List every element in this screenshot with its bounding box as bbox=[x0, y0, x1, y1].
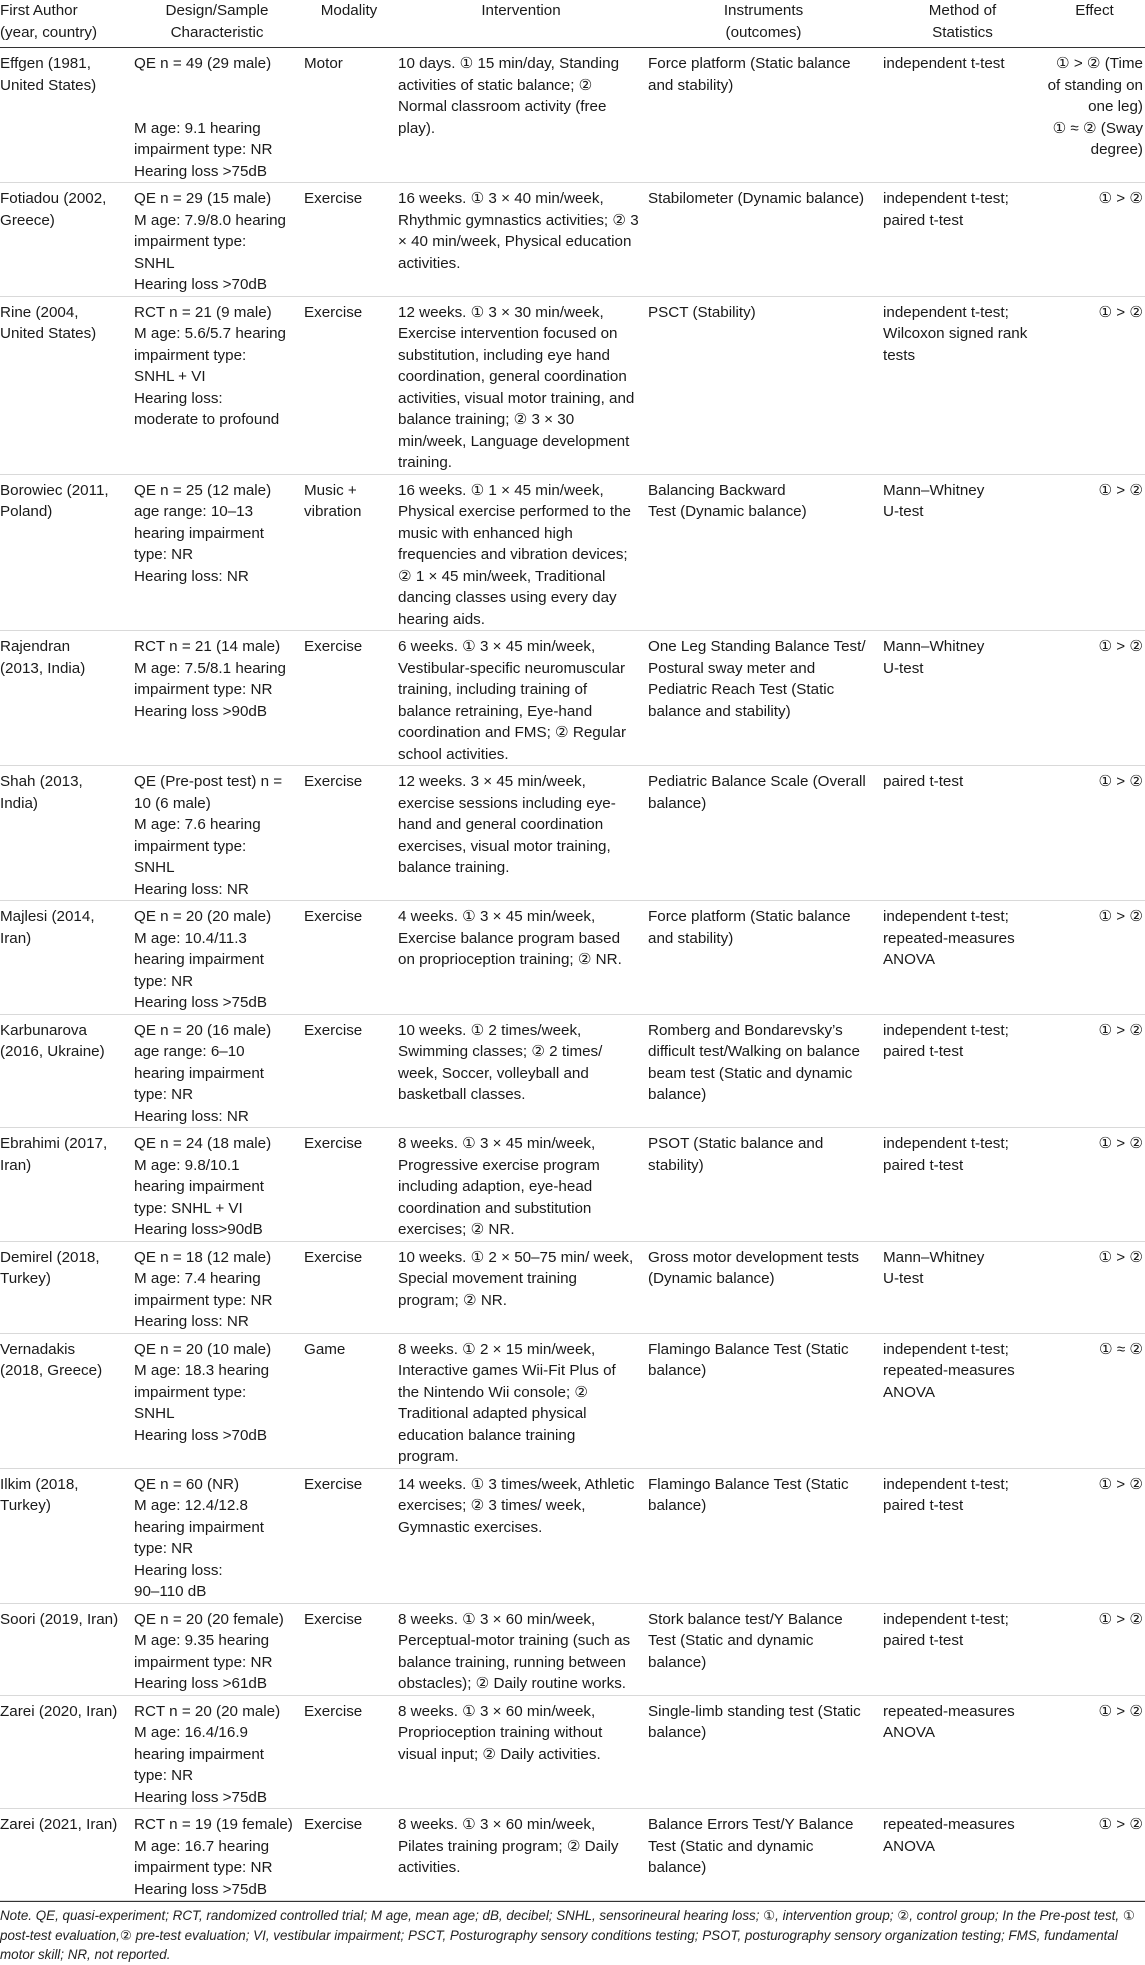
cell-author: Soori (2019, Iran) bbox=[0, 1603, 132, 1695]
cell-instruments: Balancing Backward Test (Dynamic balance) bbox=[646, 474, 881, 631]
table-row bbox=[0, 1695, 1145, 1809]
cell-intervention: 10 weeks. ① 2 times/week, Swimming classes; ② 2 times/ week, Soccer, volleyball and basketball classes. bbox=[396, 1014, 646, 1128]
cell-instruments: Force platform (Static balance and stability) bbox=[646, 901, 881, 1015]
cell-effect: ① > ② bbox=[1044, 474, 1145, 631]
cell-instruments: Force platform (Static balance and stability) bbox=[646, 48, 881, 183]
table-row bbox=[0, 1809, 1145, 1901]
header-row bbox=[0, 0, 1145, 48]
header-stats: Method of Statistics bbox=[881, 0, 1044, 48]
cell-effect: ① > ② bbox=[1044, 766, 1145, 901]
cell-author: Rine (2004, United States) bbox=[0, 296, 132, 474]
cell-instruments: PSOT (Static balance and stability) bbox=[646, 1128, 881, 1242]
cell-author: Ilkim (2018, Turkey) bbox=[0, 1468, 132, 1603]
cell-author: Borowiec (2011, Poland) bbox=[0, 474, 132, 631]
table-row bbox=[0, 296, 1145, 474]
cell-design: QE n = 20 (20 female) M age: 9.35 hearing impairment type: NR Hearing loss >61dB bbox=[132, 1603, 302, 1695]
cell-design: QE n = 20 (20 male) M age: 10.4/11.3 hearing impairment type: NR Hearing loss >75dB bbox=[132, 901, 302, 1015]
cell-effect: ① > ② bbox=[1044, 1809, 1145, 1901]
cell-stats: Mann–Whitney U-test bbox=[881, 631, 1044, 766]
cell-author: Effgen (1981, United States) bbox=[0, 48, 132, 183]
cell-stats: repeated-measures ANOVA bbox=[881, 1809, 1044, 1901]
cell-intervention: 8 weeks. ① 3 × 60 min/week, Proprioception training without visual input; ② Daily activities. bbox=[396, 1695, 646, 1809]
cell-effect: ① > ② bbox=[1044, 296, 1145, 474]
cell-author: Demirel (2018, Turkey) bbox=[0, 1241, 132, 1333]
cell-effect: ① > ② bbox=[1044, 1014, 1145, 1128]
cell-instruments: Gross motor development tests (Dynamic balance) bbox=[646, 1241, 881, 1333]
table-note: Note. QE, quasi-experiment; RCT, randomized controlled trial; M age, mean age; dB, decibel; SNHL, sensorineural hearing loss; ①, intervention group; ②, control group; In the Pre-post test, ① post-test evaluation,② pre-test evaluation; VI, vestibular impairment; PSCT, Posturography sensory conditions testing; PSOT, posturography sensory organization testing; FMS, fundamental motor skill; NR, not reported. bbox=[0, 1901, 1145, 1965]
cell-instruments: PSCT (Stability) bbox=[646, 296, 881, 474]
table-row bbox=[0, 1603, 1145, 1695]
cell-author: Majlesi (2014, Iran) bbox=[0, 901, 132, 1015]
cell-effect: ① > ② bbox=[1044, 1603, 1145, 1695]
table-row bbox=[0, 474, 1145, 631]
cell-instruments: Flamingo Balance Test (Static balance) bbox=[646, 1468, 881, 1603]
cell-design: QE n = 60 (NR) M age: 12.4/12.8 hearing impairment type: NR Hearing loss: 90–110 dB bbox=[132, 1468, 302, 1603]
cell-modality: Exercise bbox=[302, 1241, 396, 1333]
cell-intervention: 10 weeks. ① 2 × 50–75 min/ week, Special movement training program; ② NR. bbox=[396, 1241, 646, 1333]
table-row bbox=[0, 1128, 1145, 1242]
cell-instruments: Single-limb standing test (Static balance) bbox=[646, 1695, 881, 1809]
cell-intervention: 8 weeks. ① 2 × 15 min/week, Interactive games Wii-Fit Plus of the Nintendo Wii console; ② Traditional adapted physical education balance training program. bbox=[396, 1333, 646, 1468]
cell-modality: Exercise bbox=[302, 1809, 396, 1901]
cell-effect: ① ≈ ② bbox=[1044, 1333, 1145, 1468]
cell-modality: Motor bbox=[302, 48, 396, 183]
table-row bbox=[0, 48, 1145, 183]
cell-modality: Exercise bbox=[302, 766, 396, 901]
cell-stats: independent t-test; paired t-test bbox=[881, 1603, 1044, 1695]
cell-design: QE (Pre-post test) n = 10 (6 male) M age: 7.6 hearing impairment type: SNHL Hearing loss: NR bbox=[132, 766, 302, 901]
cell-effect: ① > ② bbox=[1044, 1128, 1145, 1242]
cell-instruments: Flamingo Balance Test (Static balance) bbox=[646, 1333, 881, 1468]
cell-intervention: 8 weeks. ① 3 × 60 min/week, Pilates training program; ② Daily activities. bbox=[396, 1809, 646, 1901]
cell-design: QE n = 20 (10 male) M age: 18.3 hearing impairment type: SNHL Hearing loss >70dB bbox=[132, 1333, 302, 1468]
cell-design: QE n = 18 (12 male) M age: 7.4 hearing impairment type: NR Hearing loss: NR bbox=[132, 1241, 302, 1333]
cell-instruments: Stork balance test/Y Balance Test (Static and dynamic balance) bbox=[646, 1603, 881, 1695]
cell-effect: ① > ② bbox=[1044, 1695, 1145, 1809]
table-row bbox=[0, 631, 1145, 766]
cell-stats: independent t-test bbox=[881, 48, 1044, 183]
cell-stats: independent t-test; paired t-test bbox=[881, 1014, 1044, 1128]
cell-design: RCT n = 21 (9 male) M age: 5.6/5.7 hearing impairment type: SNHL + VI Hearing loss: moderate to profound bbox=[132, 296, 302, 474]
cell-modality: Exercise bbox=[302, 631, 396, 766]
cell-design: RCT n = 19 (19 female) M age: 16.7 hearing impairment type: NR Hearing loss >75dB bbox=[132, 1809, 302, 1901]
cell-modality: Exercise bbox=[302, 901, 396, 1015]
cell-instruments: Pediatric Balance Scale (Overall balance) bbox=[646, 766, 881, 901]
cell-design: QE n = 25 (12 male) age range: 10–13 hearing impairment type: NR Hearing loss: NR bbox=[132, 474, 302, 631]
cell-modality: Exercise bbox=[302, 1128, 396, 1242]
cell-design: QE n = 20 (16 male) age range: 6–10 hearing impairment type: NR Hearing loss: NR bbox=[132, 1014, 302, 1128]
cell-author: Fotiadou (2002, Greece) bbox=[0, 183, 132, 297]
cell-intervention: 4 weeks. ① 3 × 45 min/week, Exercise balance program based on proprioception training; ② NR. bbox=[396, 901, 646, 1015]
cell-effect: ① > ② bbox=[1044, 183, 1145, 297]
cell-effect: ① > ② bbox=[1044, 631, 1145, 766]
table-row bbox=[0, 1468, 1145, 1603]
cell-effect: ① > ② (Time of standing on one leg) ① ≈ ② (Sway degree) bbox=[1044, 48, 1145, 183]
cell-stats: repeated-measures ANOVA bbox=[881, 1695, 1044, 1809]
cell-intervention: 14 weeks. ① 3 times/week, Athletic exercises; ② 3 times/ week, Gymnastic exercises. bbox=[396, 1468, 646, 1603]
cell-author: Rajendran (2013, India) bbox=[0, 631, 132, 766]
cell-author: Zarei (2021, Iran) bbox=[0, 1809, 132, 1901]
cell-intervention: 10 days. ① 15 min/day, Standing activities of static balance; ② Normal classroom activity (free play). bbox=[396, 48, 646, 183]
cell-stats: Mann–Whitney U-test bbox=[881, 474, 1044, 631]
cell-stats: Mann–Whitney U-test bbox=[881, 1241, 1044, 1333]
cell-stats: independent t-test; paired t-test bbox=[881, 183, 1044, 297]
cell-effect: ① > ② bbox=[1044, 901, 1145, 1015]
cell-stats: independent t-test; paired t-test bbox=[881, 1128, 1044, 1242]
cell-modality: Exercise bbox=[302, 1695, 396, 1809]
header-modality: Modality bbox=[302, 0, 396, 48]
cell-stats: independent t-test; paired t-test bbox=[881, 1468, 1044, 1603]
table-row bbox=[0, 183, 1145, 297]
table-row bbox=[0, 766, 1145, 901]
cell-design: QE n = 49 (29 male) M age: 9.1 hearing impairment type: NR Hearing loss >75dB bbox=[132, 48, 302, 183]
cell-modality: Exercise bbox=[302, 1468, 396, 1603]
cell-author: Ebrahimi (2017, Iran) bbox=[0, 1128, 132, 1242]
table-row bbox=[0, 901, 1145, 1015]
cell-modality: Exercise bbox=[302, 1603, 396, 1695]
cell-intervention: 12 weeks. 3 × 45 min/week, exercise sessions including eye-hand and general coordination exercises, visual motor training, balance training. bbox=[396, 766, 646, 901]
cell-author: Zarei (2020, Iran) bbox=[0, 1695, 132, 1809]
cell-design: RCT n = 21 (14 male) M age: 7.5/8.1 hearing impairment type: NR Hearing loss >90dB bbox=[132, 631, 302, 766]
cell-instruments: One Leg Standing Balance Test/ Postural sway meter and Pediatric Reach Test (Static balance and stability) bbox=[646, 631, 881, 766]
cell-effect: ① > ② bbox=[1044, 1468, 1145, 1603]
cell-effect: ① > ② bbox=[1044, 1241, 1145, 1333]
cell-stats: independent t-test; Wilcoxon signed rank tests bbox=[881, 296, 1044, 474]
cell-modality: Music + vibration bbox=[302, 474, 396, 631]
table-header bbox=[0, 0, 1145, 48]
cell-modality: Exercise bbox=[302, 296, 396, 474]
cell-intervention: 8 weeks. ① 3 × 60 min/week, Perceptual-motor training (such as balance training, running between obstacles); ② Daily routine works. bbox=[396, 1603, 646, 1695]
cell-stats: independent t-test; repeated-measures ANOVA bbox=[881, 901, 1044, 1015]
table-body bbox=[0, 48, 1145, 1901]
table-row bbox=[0, 1014, 1145, 1128]
cell-stats: paired t-test bbox=[881, 766, 1044, 901]
cell-stats: independent t-test; repeated-measures ANOVA bbox=[881, 1333, 1044, 1468]
cell-modality: Exercise bbox=[302, 183, 396, 297]
cell-intervention: 8 weeks. ① 3 × 45 min/week, Progressive exercise program including adaption, eye-head coordination and substitution exercises; ② NR. bbox=[396, 1128, 646, 1242]
cell-intervention: 16 weeks. ① 3 × 40 min/week, Rhythmic gymnastics activities; ② 3 × 40 min/week, Physical education activities. bbox=[396, 183, 646, 297]
cell-instruments: Stabilometer (Dynamic balance) bbox=[646, 183, 881, 297]
header-instruments: Instruments (outcomes) bbox=[646, 0, 881, 48]
cell-intervention: 12 weeks. ① 3 × 30 min/week, Exercise intervention focused on substitution, including eye hand coordination, general coordination activities, visual motor training, and balance training; ② 3 × 30 min/week, Language development training. bbox=[396, 296, 646, 474]
cell-modality: Game bbox=[302, 1333, 396, 1468]
cell-author: Shah (2013, India) bbox=[0, 766, 132, 901]
cell-intervention: 6 weeks. ① 3 × 45 min/week, Vestibular-specific neuromuscular training, including training of balance retraining, Eye-hand coordination and FMS; ② Regular school activities. bbox=[396, 631, 646, 766]
cell-intervention: 16 weeks. ① 1 × 45 min/week, Physical exercise performed to the music with enhanced high frequencies and vibration devices; ② 1 × 45 min/week, Traditional dancing classes using every day hearing aids. bbox=[396, 474, 646, 631]
header-effect: Effect bbox=[1044, 0, 1145, 48]
header-design: Design/Sample Characteristic bbox=[132, 0, 302, 48]
table-row bbox=[0, 1333, 1145, 1468]
cell-design: QE n = 29 (15 male) M age: 7.9/8.0 hearing impairment type: SNHL Hearing loss >70dB bbox=[132, 183, 302, 297]
cell-modality: Exercise bbox=[302, 1014, 396, 1128]
cell-instruments: Romberg and Bondarevsky’s difficult test/Walking on balance beam test (Static and dynamic balance) bbox=[646, 1014, 881, 1128]
header-intervention: Intervention bbox=[396, 0, 646, 48]
cell-instruments: Balance Errors Test/Y Balance Test (Static and dynamic balance) bbox=[646, 1809, 881, 1901]
cell-author: Vernadakis (2018, Greece) bbox=[0, 1333, 132, 1468]
cell-design: RCT n = 20 (20 male) M age: 16.4/16.9 hearing impairment type: NR Hearing loss >75dB bbox=[132, 1695, 302, 1809]
cell-author: Karbunarova (2016, Ukraine) bbox=[0, 1014, 132, 1128]
cell-design: QE n = 24 (18 male) M age: 9.8/10.1 hearing impairment type: SNHL + VI Hearing loss>90dB bbox=[132, 1128, 302, 1242]
header-author: First Author (year, country) bbox=[0, 0, 132, 48]
table-row bbox=[0, 1241, 1145, 1333]
